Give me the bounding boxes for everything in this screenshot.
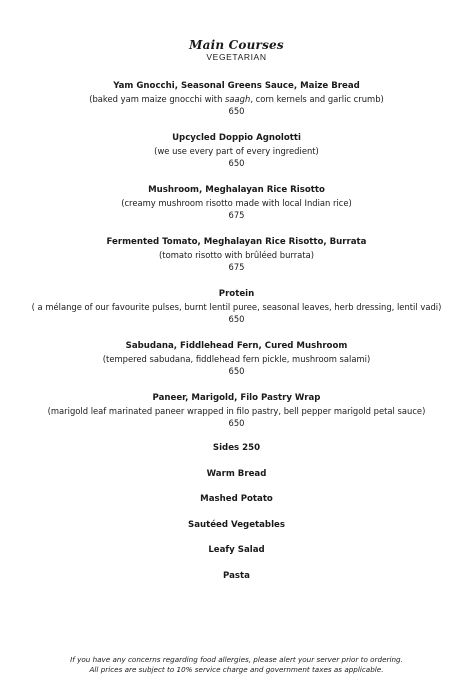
sides-section (0, 441, 473, 594)
dish-name: Mushroom, Meghalayan Rice Risotto (148, 185, 325, 195)
dish-description: ( a mélange of our favourite pulses, burnt lentil puree, seasonal leaves, herb dressing, lentil vadi) (31, 302, 442, 312)
dish-item (0, 288, 473, 340)
menu-header (0, 38, 473, 63)
dish-description: (marigold leaf marinated paneer wrapped in filo pastry, bell pepper marigold petal sauce) (47, 406, 426, 416)
side-item: Leafy Salad (208, 545, 265, 555)
dish-list (0, 80, 473, 444)
dish-name: Yam Gnocchi, Seasonal Greens Sauce, Maize Bread (113, 81, 360, 91)
allergy-note: If you have any concerns regarding food allergies, please alert your server prior to ordering. (70, 655, 403, 664)
dish-description (0, 93, 473, 105)
dish-description: (creamy mushroom risotto made with local Indian rice) (121, 198, 352, 208)
dish-name: Protein (218, 289, 255, 299)
page-title: Main Courses (189, 38, 284, 52)
dish-description-part: (baked yam maize gnocchi with (89, 94, 226, 104)
dish-item (0, 236, 473, 288)
side-item: Pasta (223, 570, 250, 581)
dish-item (0, 184, 473, 236)
page-subtitle: VEGETARIAN (206, 52, 267, 62)
dish-price: 675 (228, 210, 245, 220)
dish-name: Upcycled Doppio Agnolotti (172, 133, 301, 143)
dish-item (0, 340, 473, 392)
dish-price: 675 (228, 262, 245, 272)
dish-name: Paneer, Marigold, Filo Pastry Wrap (152, 393, 321, 403)
dish-name: Fermented Tomato, Meghalayan Rice Risotto, Burrata (106, 237, 367, 247)
side-item: Sautéed Vegetables (188, 519, 285, 530)
dish-item (0, 80, 473, 132)
dish-item (0, 132, 473, 184)
dish-description: (tomato risotto with brûléed burrata) (159, 250, 314, 260)
dish-item (0, 392, 473, 444)
service-charge-note: All prices are subject to 10% service charge and government taxes as applicable. (89, 665, 384, 674)
dish-name: Sabudana, Fiddlehead Fern, Cured Mushroom (125, 341, 348, 351)
dish-description: (we use every part of every ingredient) (154, 146, 319, 156)
dish-description-part: , corn kernels and garlic crumb) (250, 94, 384, 104)
dish-price: 650 (228, 314, 245, 324)
dish-price: 650 (228, 418, 245, 428)
footer-note (0, 655, 473, 675)
dish-description: (tempered sabudana, fiddlehead fern pickle, mushroom salami) (102, 354, 371, 364)
sides-heading: Sides 250 (212, 443, 261, 453)
side-item: Warm Bread (206, 468, 267, 479)
side-item: Mashed Potato (200, 494, 273, 504)
dish-price: 650 (228, 158, 245, 168)
dish-price: 650 (228, 366, 245, 376)
dish-price: 650 (228, 106, 245, 116)
dish-description-italic: saagh (225, 94, 251, 104)
